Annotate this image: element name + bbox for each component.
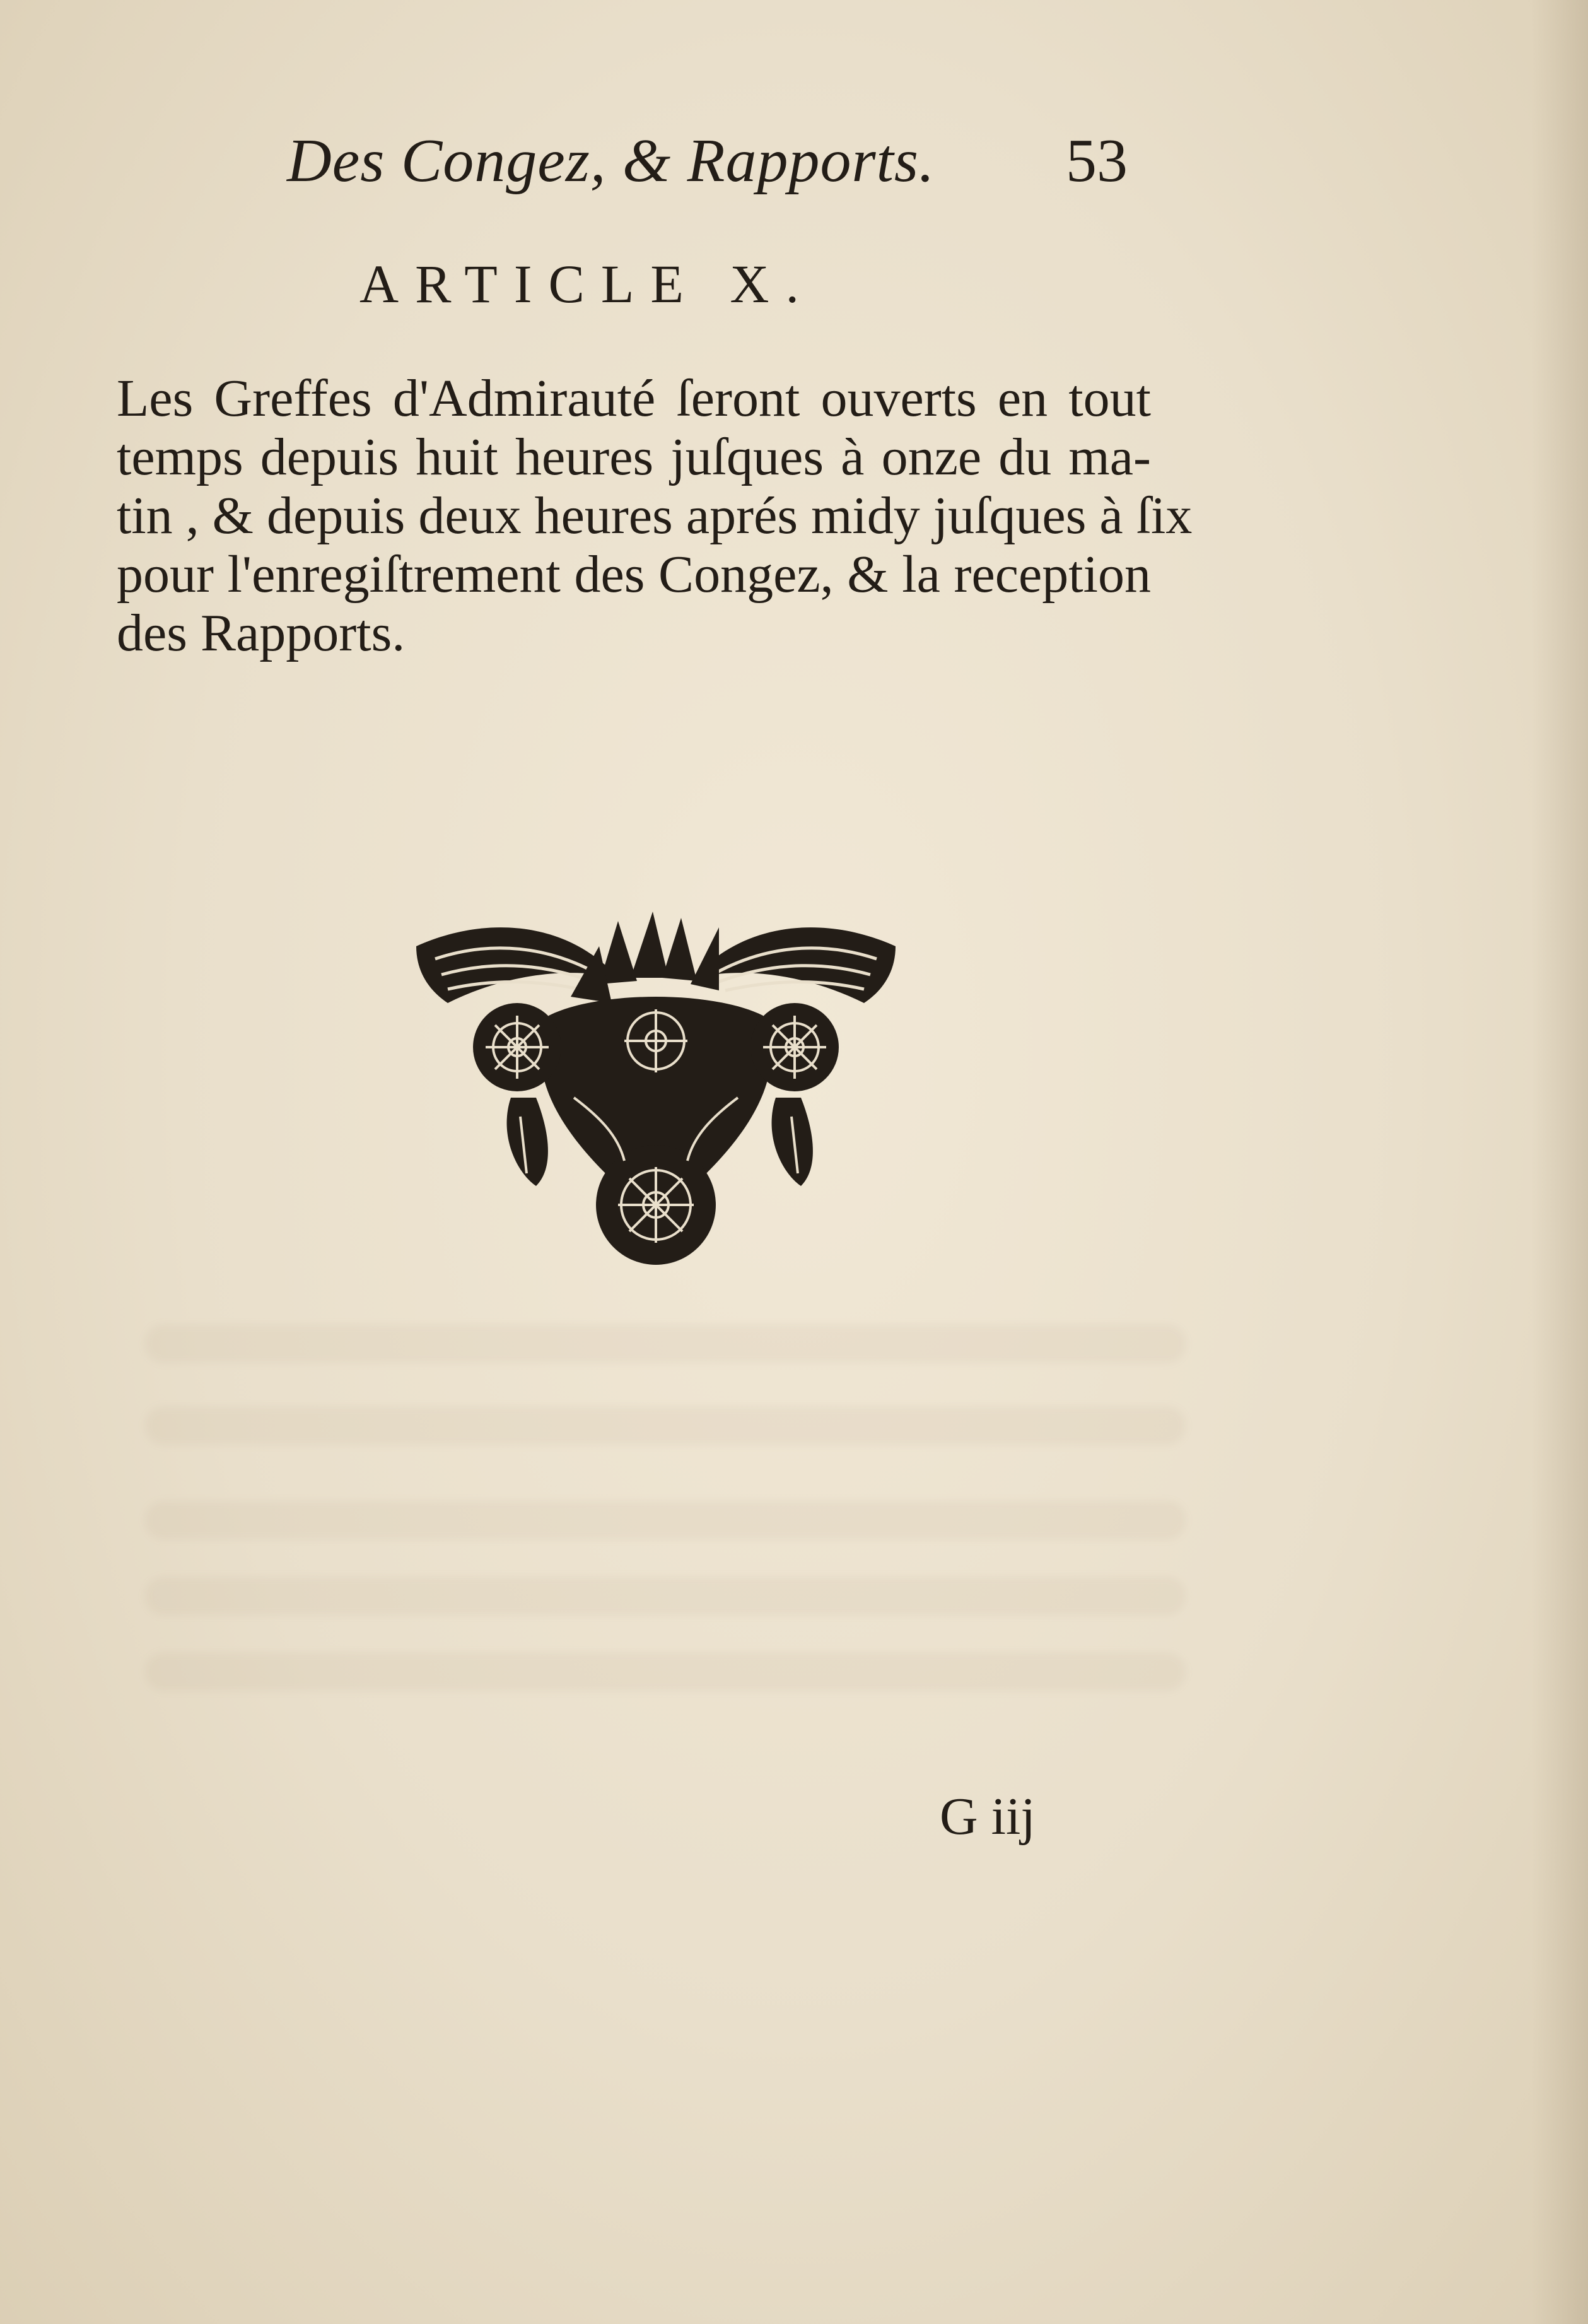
article-heading: ARTICLE X. <box>359 254 816 314</box>
floral-ornament-icon <box>410 908 902 1274</box>
show-through-blur <box>145 1325 1186 1363</box>
body-line: Les Greffes d'Admirauté ſeront ouverts en tout <box>117 369 1151 428</box>
page-number: 53 <box>1066 127 1128 195</box>
page-edge-shadow <box>1531 0 1588 2324</box>
show-through-blur <box>145 1653 1186 1691</box>
show-through-blur <box>145 1407 1186 1445</box>
article-body <box>117 369 1193 662</box>
body-line: tin , & depuis deux heures aprés midy juſques à ſix <box>117 486 1193 545</box>
body-line: temps depuis huit heures juſques à onze du ma- <box>117 428 1151 486</box>
show-through-blur <box>145 1577 1186 1615</box>
running-head: Des Congez, & Rapports. <box>287 127 935 195</box>
body-line: pour l'enregiſtrement des Congez, & la reception <box>117 545 1151 604</box>
show-through-blur <box>145 1501 1186 1539</box>
signature-mark: G iij <box>940 1787 1036 1846</box>
body-line: des Rapports. <box>117 604 406 662</box>
